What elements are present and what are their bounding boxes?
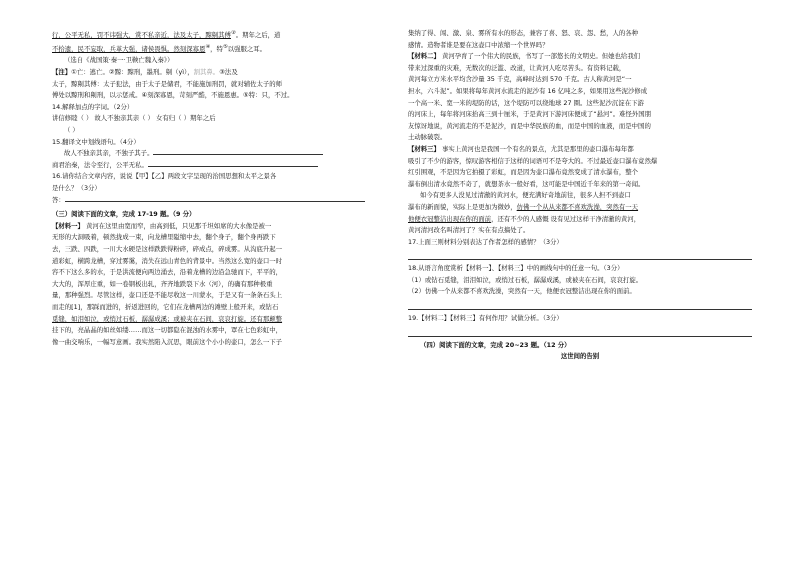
question-17: 17.上面三则材料分别表达了作者怎样的感情？（3分）: [408, 237, 563, 246]
passage-continuation-2: 不拾遗，民不妄取，兵革大强，诸侯畏惧。然刻深寡恩④，特⑤以强服之耳。: [52, 43, 267, 53]
answer-line[interactable]: [65, 195, 365, 202]
material-3-para-2-line: 瀑布的新面貌，实际上是更加为微妙，仿佛一个从从来都不喜欢洗澡，突然有一天: [408, 202, 639, 211]
material-1-end-2: 感情。造物者谁是要在这壶口中浓缩一个世界吗？: [408, 40, 549, 49]
material-1-line: 量，那种强烈。尽管这样，壶口还是不能尽收这一川蒙水，于是又有一条条石头上: [52, 291, 283, 300]
question-15-b: 商君治秦，法令至行，公平无私。: [52, 160, 392, 172]
material-1-line: 容不下这么多的水，于是洪流便向两边涌去，沿着龙槽的边沿急驰而下，平平的，: [52, 268, 283, 277]
material-1-end: 集纳了得、闯、激、泉、雾所有水的形态，兼容了喜、怒、哀、怨、愁，人的各种: [408, 29, 639, 37]
material-3-line: 红引围观，不是因为它拍摄了彩虹，而是因为壶口瀑布竟然变成了清水瀑布，整个: [408, 168, 639, 177]
question-15: 15.翻译文中划线语句。（4分）: [52, 137, 140, 146]
answer-line[interactable]: [408, 325, 752, 337]
material-1-line: 而走的[1]，那踩而进的，折返进回的，它们在龙槽两边的滩壁上般开来，或钻石: [52, 302, 279, 311]
material-2-line: 带来过深重的灾难，无数次的泛滥、改道，让黄河人吃尽苦头。有资料记载，: [408, 63, 626, 72]
material-3-line-0: 【材料三】 事实上黄河也是我国一个有名的景点，尤其是那里的壶口瀑布每年都: [408, 144, 634, 153]
material-3-line: 吸引了不少的游客，惊叹游客相信于这样的词语可不是夸大的。不过最近壶口瀑布竟然爆: [408, 156, 658, 165]
material-2-line-0: 【材料二】 黄河孕育了一个伟大的民族，书写了一部悠长的文明史。但她也给我们: [408, 52, 641, 61]
material-2-line: 友惊讶地说，黄河流走的不是泥沙，而是中华民族的血，而是中国的血液，而是中国的: [408, 121, 651, 130]
answer-line[interactable]: [408, 248, 752, 260]
note-line-2: 太子，黥劓其傅：太子犯法，由于太子是储君，不能施加刑罚，就对辅佐太子的师: [52, 79, 283, 88]
material-2-line: 黄河每立方米水平均含沙量 35 千克，高峰时达到 570 千克。古人称黄河是“一: [408, 75, 632, 84]
question-14-items: 讲信修睦（ ） 故人不独亲其亲（ ） 女有归（ ）期年之后: [52, 114, 216, 123]
answer-line[interactable]: [153, 148, 323, 155]
question-14: 14.解释加点的字词。（2分）: [52, 102, 134, 111]
answer-line[interactable]: [148, 160, 318, 167]
answer-line[interactable]: [408, 298, 752, 310]
right-column: [408, 28, 752, 363]
material-3-line: 瀑布倒出清水竟然不奇了，就想茶水一般好看，这可能是中国近千年来的第一奇闻。: [408, 179, 645, 188]
material-1-line-0: 【材料一】 黄河在这里由宽而窄，由高到低，只见那千坦如席的大水像是被一: [52, 221, 272, 230]
material-1-line-underlined: 觅缝，如泪如泣，或悄过石板，潺潺成溪；或被夹在石间，哀哀打旋。还有那颠整: [52, 314, 283, 323]
question-16: 16.请你结合文章内容，说说【甲】【乙】两段文字呈现的治国思想和太平之景各: [52, 172, 277, 181]
material-2-line: 土动脉破裂。: [408, 133, 447, 142]
source-citation: （选自《战国策·秦一·卫鞅亡魏入秦》）: [64, 56, 174, 65]
question-15-a: 故人不独亲其亲，不独子其子。: [52, 148, 392, 160]
material-2-line: 担水，六斗泥”。如果将每年黄河水流走的泥沙有 16 亿吨之多，如果用这些泥沙修成: [408, 86, 648, 95]
question-16-b: 是什么？（3分）: [52, 183, 101, 192]
left-column: [52, 28, 392, 348]
material-3-para-2-line: 黄河清河改名叫清河了？实在有点搞处了。: [408, 226, 530, 235]
material-1-line: 大大的，浑厚庄重，如一卷钢板出轧，齐齐地跌裂下水（河），的确有那种极重: [52, 279, 273, 288]
question-18-option-2: （2）仿佛一个从来都不喜欢洗澡，突然有一天，他便衣冠整洁出现在你的面前。: [408, 287, 636, 296]
question-18: 18.从语言角度赏析【材料一】、【材料三】中的画线句中的任意一句。（3分）: [408, 264, 624, 273]
question-19: 19.【材料二】【材料三】有何作用？试做分析。（3分）: [408, 314, 563, 323]
material-2-line: 一个高一米、宽一米的堤防的话，这个堤防可以绕地球 27 圈。这些泥沙沉淀在下游: [408, 98, 644, 107]
note-line-3: 傅处以黥刑和劓刑，以示惩戒。④刻深寡恩，苛刻严酷，不施恩惠。⑤特：只，不过。: [52, 91, 294, 100]
material-1-line: 无形的大洞吸着，顿然拢成一束，向龙槽里隘缩中去，翻个身子，翻个身再跌下: [52, 233, 276, 242]
material-3-para-2: 如今有更多人没见过清澈的黄河水，便充满好奇地前往，很多人担不到壶口: [420, 191, 631, 200]
answer-label: 答：: [52, 195, 392, 207]
question-14-items-2: （ ）: [64, 126, 79, 134]
material-3-para-2-line: 他便衣冠整洁出现在你的面前，还有不少的人感慨 设有见过这样干净清澈的黄河，: [408, 214, 641, 223]
passage-continuation: 行，公平无私，罚不讳强大，赏不私亲近，法及太子，黥劓其傅②。期年之后，道: [52, 30, 281, 40]
essay-title: 这世间的告别: [560, 352, 600, 361]
section-4-heading: （四）阅读下面的文章，完成 20~23 题。（12 分）: [420, 340, 571, 349]
material-1-line: 像一曲交响乐，一幅写意画。我实然陷入沉思，眼前这个小小的壶口，怎么一下子: [52, 337, 283, 346]
section-3-heading: （三）阅读下面的文章，完成 17-19 题。（9 分）: [52, 210, 196, 219]
note-line-1: 【注】①亡：逃亡。②黥：黥刑，墨刑。劓（yì），割其鼻。③法及: [52, 68, 238, 77]
question-18-option-1: （1）或钻石觅缝，泪泪如泣，或悄过石板，潺潺成溪，或被夹在石间，哀哀打旋。: [408, 275, 643, 284]
material-1-line: 挂下的，亮晶晶的如丝如缕……而这一切都隐在混浊的水雾中，罩在七色彩虹中，: [52, 326, 283, 335]
material-2-line: 的河床上，每年将河床抬高三到十厘米，于是黄河下游河床便成了“悬河”。难怪外国朋: [408, 110, 652, 119]
material-1-line: 道彩虹，横跨龙槽，穿过雾霭，消失在远山青色的背景中。当然这么宽的壶口一时: [52, 256, 283, 265]
material-1-line: 去，三跌、四跌，一川大水硬是这样跌跌得粉碎，碎成点，碎成雾。从沟底升起一: [52, 244, 283, 253]
